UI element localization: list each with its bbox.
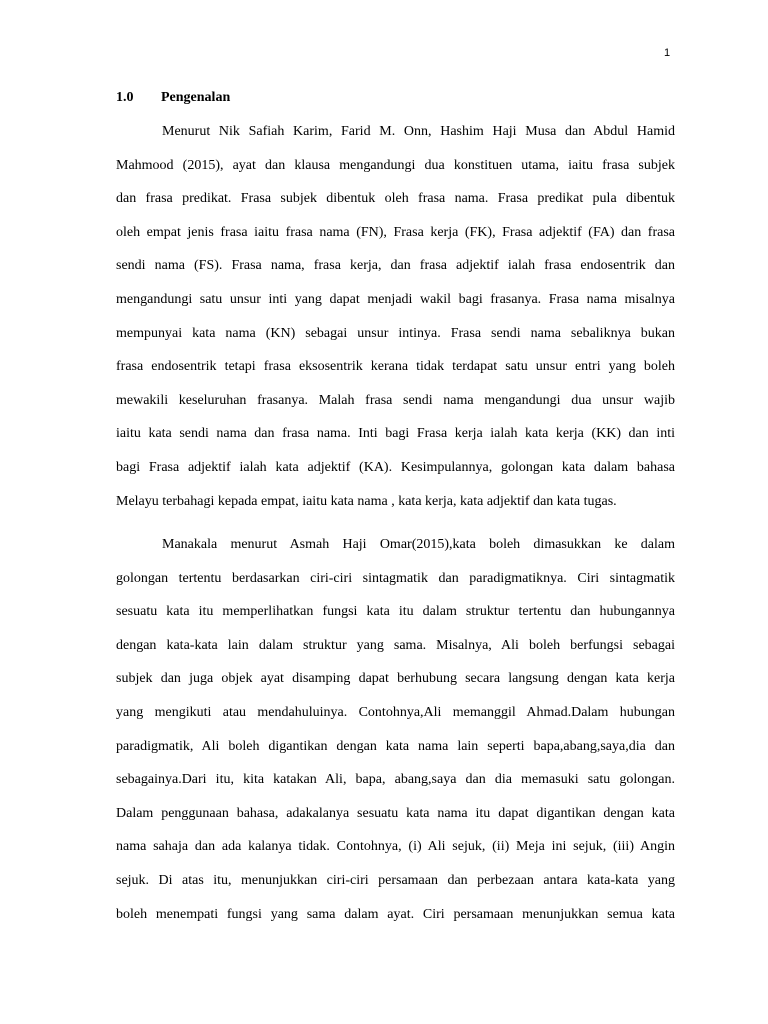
paragraph-line: Manakala menurut Asmah Haji Omar(2015),kata boleh dimasukkan ke dalam (162, 537, 675, 552)
paragraph-line: iaitu kata sendi nama dan frasa nama. Inti bagi Frasa kerja ialah kata kerja (KK) dan inti (116, 426, 675, 442)
paragraph-line: paradigmatik, Ali boleh digantikan dengan kata nama lain seperti bapa,abang,saya,dia dan (116, 738, 675, 754)
paragraph-line: dengan kata-kata lain dalam struktur yang sama. Misalnya, Ali boleh berfungsi sebagai (116, 637, 675, 653)
paragraph-line: golongan tertentu berdasarkan ciri-ciri sintagmatik dan paradigmatiknya. Ciri sintagmatik (116, 570, 675, 586)
paragraph-line: mempunyai kata nama (KN) sebagai unsur intinya. Frasa sendi nama sebaliknya bukan (116, 325, 675, 341)
paragraph-line: bagi Frasa adjektif ialah kata adjektif (KA). Kesimpulannya, golongan kata dalam bahasa (116, 459, 675, 475)
page-number: 1 (664, 47, 671, 59)
paragraph-line: boleh menempati fungsi yang sama dalam ayat. Ciri persamaan menunjukkan semua kata (116, 906, 675, 922)
paragraph-line: Menurut Nik Safiah Karim, Farid M. Onn, Hashim Haji Musa dan Abdul Hamid (162, 124, 675, 139)
paragraph-line: frasa endosentrik tetapi frasa eksosentrik kerana tidak terdapat satu unsur entri yang boleh (116, 359, 675, 375)
paragraph-line: Dalam penggunaan bahasa, adakalanya sesuatu kata nama itu dapat digantikan dengan kata (116, 805, 675, 821)
paragraph-line: sendi nama (FS). Frasa nama, frasa kerja, dan frasa adjektif ialah frasa endosentrik dan (116, 258, 675, 274)
paragraph-1 (116, 115, 675, 518)
paragraph-line: mengandungi satu unsur inti yang dapat menjadi wakil bagi frasanya. Frasa nama misalnya (116, 291, 675, 307)
paragraph-line: sebagainya.Dari itu, kita katakan Ali, bapa, abang,saya dan dia memasuki satu golongan. (116, 772, 675, 788)
paragraph-line: Mahmood (2015), ayat dan klausa mengandungi dua konstituen utama, iaitu frasa subjek (116, 157, 675, 173)
paragraph-2 (116, 528, 675, 931)
section-heading (116, 89, 230, 107)
section-title: Pengenalan (161, 90, 231, 105)
paragraph-line: sejuk. Di atas itu, menunjukkan ciri-ciri persamaan dan perbezaan antara kata-kata yang (116, 872, 675, 888)
paragraph-line: Melayu terbahagi kepada empat, iaitu kata nama , kata kerja, kata adjektif dan kata tugas. (116, 493, 617, 509)
paragraph-line: nama sahaja dan ada kalanya tidak. Contohnya, (i) Ali sejuk, (ii) Meja ini sejuk, (iii) Angin (116, 839, 675, 855)
paragraph-line: sesuatu kata itu memperlihatkan fungsi kata itu dalam struktur tertentu dan hubungannya (116, 604, 675, 620)
paragraph-line: oleh empat jenis frasa iaitu frasa nama (FN), Frasa kerja (FK), Frasa adjektif (FA) dan frasa (116, 224, 675, 240)
paragraph-line: yang mengikuti atau mendahuluinya. Contohnya,Ali memanggil Ahmad.Dalam hubungan (116, 704, 675, 720)
section-number: 1.0 (116, 90, 134, 105)
paragraph-line: dan frasa predikat. Frasa subjek dibentuk oleh frasa nama. Frasa predikat pula dibentuk (116, 191, 675, 207)
paragraph-line: mewakili keseluruhan frasanya. Malah frasa sendi nama mengandungi dua unsur wajib (116, 392, 675, 408)
paragraph-line: subjek dan juga objek ayat disamping dapat berhubung secara langsung dengan kata kerja (116, 671, 675, 687)
